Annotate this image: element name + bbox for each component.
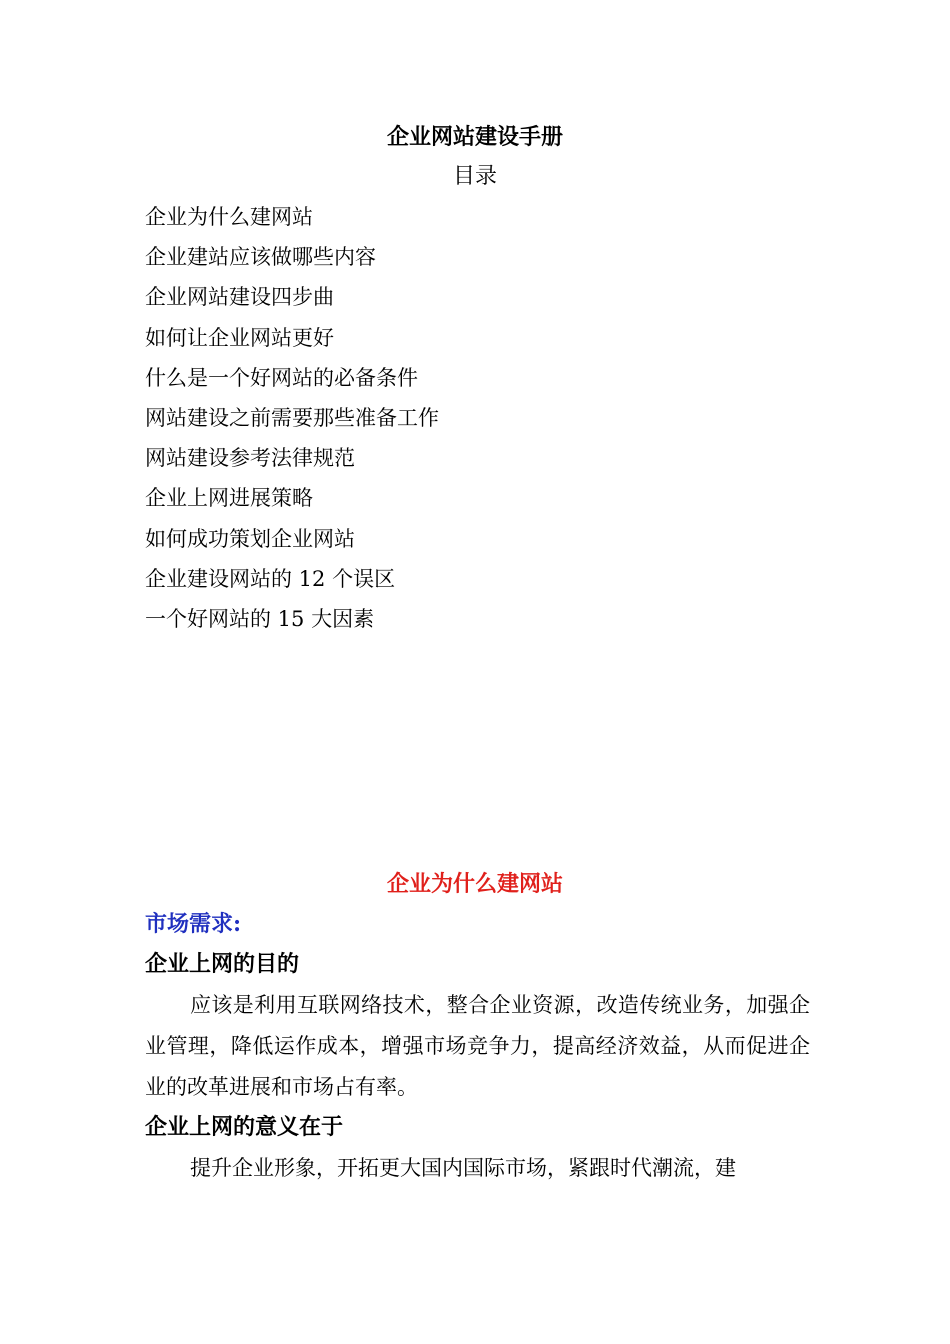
market-needs-heading: 市场需求:	[145, 911, 242, 937]
meaning-heading: 企业上网的意义在于	[145, 1114, 344, 1140]
toc-item: 一个好网站的 15 大因素	[145, 606, 375, 631]
purpose-paragraph: 应该是利用互联网络技术，整合企业资源，改造传统业务，加强企业管理，降低运作成本，增强市场竞争力，提高经济效益，从而促进企业的改革进展和市场占有率。	[145, 993, 810, 1099]
toc-item: 企业网站建设四步曲	[145, 285, 334, 310]
toc-item: 企业为什么建网站	[145, 205, 313, 229]
toc-item: 企业建设网站的 12 个误区	[145, 566, 396, 591]
toc-item: 企业上网进展策略	[145, 486, 313, 511]
toc-item: 网站建设之前需要那些准备工作	[145, 405, 439, 430]
toc-item: 什么是一个好网站的必备条件	[145, 365, 418, 390]
toc-item: 如何让企业网站更好	[145, 325, 334, 350]
section-title: 企业为什么建网站	[386, 871, 563, 897]
table-of-contents	[145, 201, 439, 643]
meaning-paragraph: 提升企业形象，开拓更大国内国际市场，紧跟时代潮流，建	[190, 1156, 736, 1180]
toc-heading: 目录	[452, 164, 497, 189]
document-title: 企业网站建设手册	[386, 124, 563, 150]
toc-item: 如何成功策划企业网站	[145, 526, 355, 551]
toc-item: 网站建设参考法律规范	[145, 446, 355, 471]
toc-item: 企业建站应该做哪些内容	[145, 245, 376, 270]
purpose-heading: 企业上网的目的	[145, 951, 300, 977]
